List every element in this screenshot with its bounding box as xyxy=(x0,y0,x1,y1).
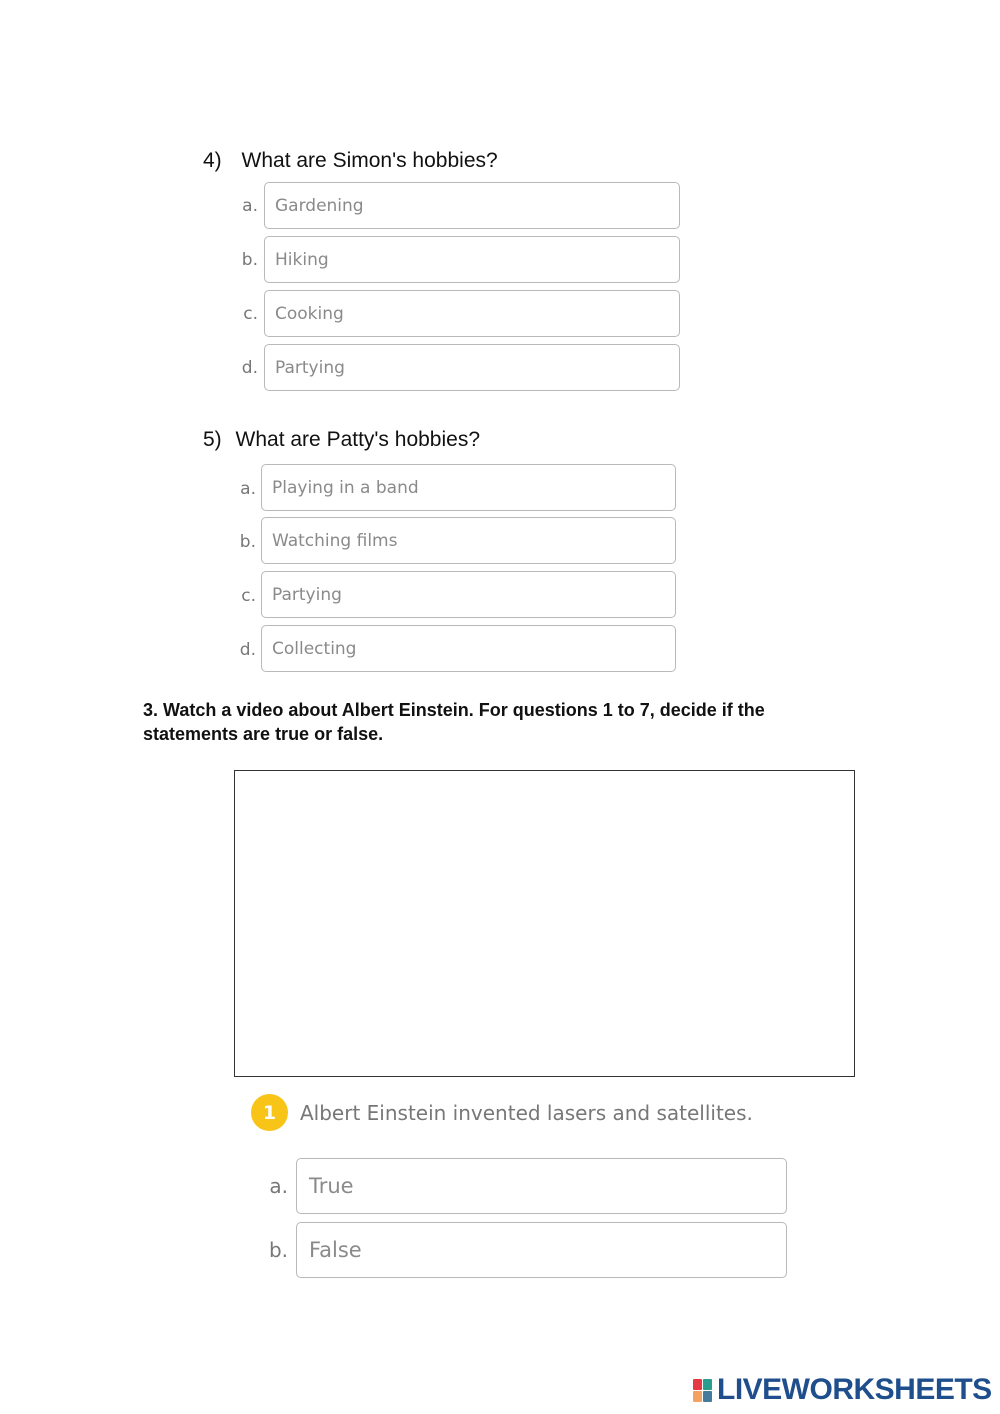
question-4-number: 4) xyxy=(203,149,222,172)
logo-mark-tile-2 xyxy=(703,1379,712,1390)
q5-option-c-letter: c. xyxy=(241,586,256,606)
q4-option-a-letter: a. xyxy=(242,196,258,216)
logo-mark-tile-4 xyxy=(703,1391,712,1402)
question-5-text: What are Patty's hobbies? xyxy=(235,428,481,451)
section-3-heading: 3. Watch a video about Albert Einstein. For questions 1 to 7, decide if the statements are true or false. xyxy=(143,700,765,744)
liveworksheets-logo xyxy=(693,1374,992,1406)
question-5-title xyxy=(203,428,480,452)
s1-option-a-letter: a. xyxy=(269,1174,288,1198)
q5-option-c[interactable]: Partying xyxy=(261,571,676,618)
q5-option-d[interactable]: Collecting xyxy=(261,625,676,672)
statement-1-text: Albert Einstein invented lasers and satellites. xyxy=(300,1101,753,1125)
q5-option-d-letter: d. xyxy=(239,640,256,660)
s1-option-false[interactable]: False xyxy=(296,1222,787,1278)
q4-option-a[interactable]: Gardening xyxy=(264,182,680,229)
q4-option-b-letter: b. xyxy=(241,250,258,270)
q4-option-c[interactable]: Cooking xyxy=(264,290,680,337)
statement-number-badge: 1 xyxy=(251,1094,288,1131)
s1-option-b-letter: b. xyxy=(268,1238,288,1262)
logo-mark-tile-3 xyxy=(693,1391,702,1402)
s1-option-true[interactable]: True xyxy=(296,1158,787,1214)
q4-option-b[interactable]: Hiking xyxy=(264,236,680,283)
q5-option-b[interactable]: Watching films xyxy=(261,517,676,564)
question-4-text: What are Simon's hobbies? xyxy=(241,149,498,172)
q5-option-a-letter: a. xyxy=(240,479,256,499)
logo-mark-icon xyxy=(693,1377,715,1403)
video-player[interactable] xyxy=(234,770,855,1077)
q4-option-c-letter: c. xyxy=(243,304,258,324)
logo-text: LIVEWORKSHEETS xyxy=(717,1373,992,1406)
logo-mark-tile-1 xyxy=(693,1379,702,1390)
q5-option-a[interactable]: Playing in a band xyxy=(261,464,676,511)
q4-option-d[interactable]: Partying xyxy=(264,344,680,391)
q5-option-b-letter: b. xyxy=(239,532,256,552)
question-4-title xyxy=(203,149,498,173)
question-5-number: 5) xyxy=(203,428,222,451)
q4-option-d-letter: d. xyxy=(241,358,258,378)
